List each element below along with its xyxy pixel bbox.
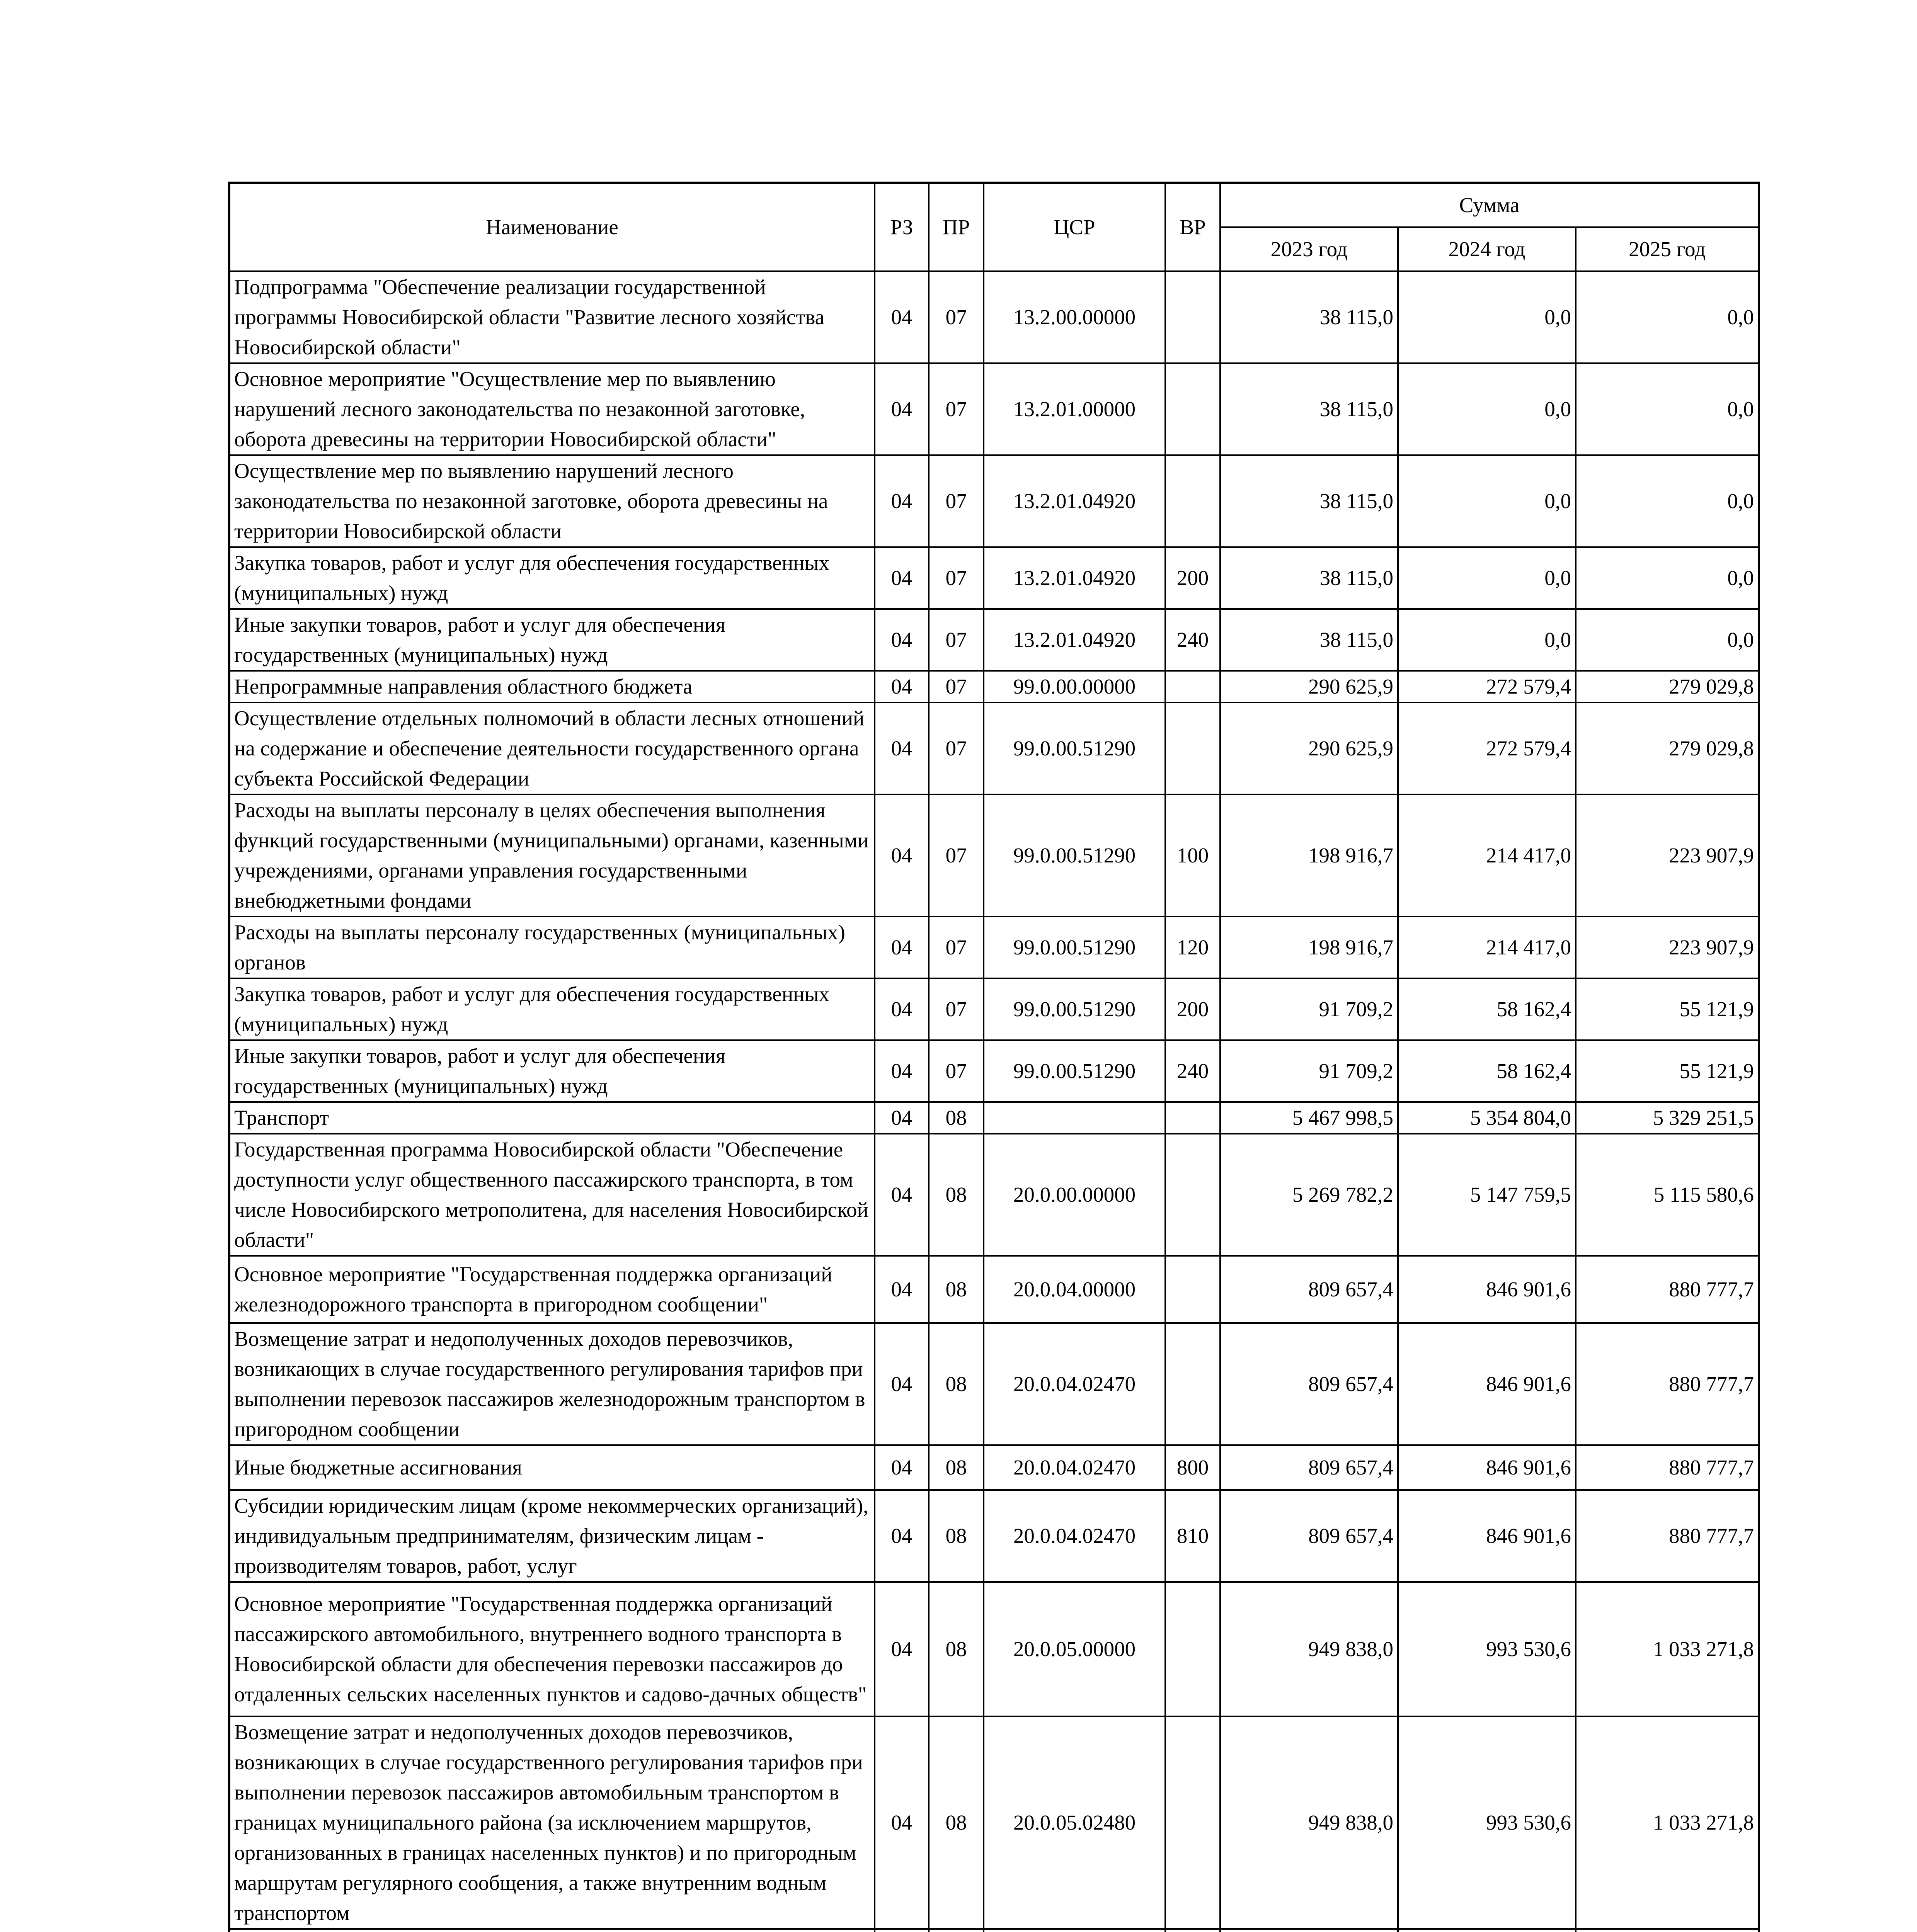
table-row: [229, 978, 1759, 1040]
table-row: [229, 1040, 1759, 1102]
cell-csr: 13.2.01.04920: [984, 455, 1165, 547]
cell-2025: 5 115 580,6: [1576, 1134, 1759, 1256]
cell-2023: 809 657,4: [1220, 1256, 1398, 1323]
cell-2023: 38 115,0: [1220, 455, 1398, 547]
cell-pr: [929, 1929, 984, 1932]
cell-vr: [1165, 1256, 1220, 1323]
cell-2023: 91 709,2: [1220, 1040, 1398, 1102]
cell-rz: 04: [875, 978, 929, 1040]
cell-2024: 0,0: [1398, 547, 1576, 609]
cell-csr: 20.0.00.00000: [984, 1134, 1165, 1256]
header-csr: ЦСР: [984, 183, 1165, 271]
cell-csr: 20.0.04.02470: [984, 1445, 1165, 1490]
cell-name: Основное мероприятие "Осуществление мер по выявлению нарушений лесного законодательства по незаконной заготовке, оборота древесины на территории Новосибирской области": [229, 363, 875, 455]
cell-2025: 223 907,9: [1576, 917, 1759, 978]
table-row: [229, 1716, 1759, 1929]
cell-pr: 07: [929, 271, 984, 363]
cell-2023: 91 709,2: [1220, 978, 1398, 1040]
table-row: [229, 547, 1759, 609]
cell-2023: 38 115,0: [1220, 609, 1398, 671]
cell-name: Расходы на выплаты персоналу в целях обеспечения выполнения функций государственными (муниципальными) органами, казенными учреждениями, органами управления государственными внебюджетными фондами: [229, 794, 875, 917]
cell-2025: 1 033 271,8: [1576, 1716, 1759, 1929]
cell-rz: 04: [875, 455, 929, 547]
cell-vr: 240: [1165, 609, 1220, 671]
cell-name: Транспорт: [229, 1102, 875, 1134]
cell-rz: 04: [875, 1256, 929, 1323]
cell-csr: 13.2.01.00000: [984, 363, 1165, 455]
cell-pr: 07: [929, 794, 984, 917]
cell-2024: 272 579,4: [1398, 702, 1576, 794]
cell-2025: 0,0: [1576, 271, 1759, 363]
cell-pr: 07: [929, 455, 984, 547]
cell-csr: 99.0.00.51290: [984, 978, 1165, 1040]
cell-2023: 5 269 782,2: [1220, 1134, 1398, 1256]
cell-2023: 38 115,0: [1220, 547, 1398, 609]
cell-csr: 99.0.00.00000: [984, 671, 1165, 702]
table-row: [229, 702, 1759, 794]
table-row: [229, 1490, 1759, 1582]
cell-rz: 04: [875, 917, 929, 978]
cell-pr: 08: [929, 1102, 984, 1134]
cell-vr: 100: [1165, 794, 1220, 917]
cell-2025: 223 907,9: [1576, 794, 1759, 917]
cell-csr: 99.0.00.51290: [984, 794, 1165, 917]
cell-name: Субсидии юридическим лицам (кроме некоммерческих организаций), индивидуальным предпринимателям, физическим лицам - производителям товаров, работ, услуг: [229, 1490, 875, 1582]
cell-2023: 290 625,9: [1220, 702, 1398, 794]
cell-2024: 214 417,0: [1398, 794, 1576, 917]
cell-vr: [1165, 271, 1220, 363]
table-row: [229, 609, 1759, 671]
cell-name: [229, 1929, 875, 1932]
cell-pr: 07: [929, 363, 984, 455]
cell-name: Закупка товаров, работ и услуг для обеспечения государственных (муниципальных) нужд: [229, 978, 875, 1040]
cell-rz: 04: [875, 1134, 929, 1256]
cell-csr: [984, 1102, 1165, 1134]
cell-name: Непрограммные направления областного бюджета: [229, 671, 875, 702]
cell-rz: 04: [875, 1582, 929, 1716]
cell-name: Государственная программа Новосибирской области "Обеспечение доступности услуг общественного пассажирского транспорта, в том числе Новосибирского метрополитена, для населения Новосибирской области": [229, 1134, 875, 1256]
table-row: [229, 363, 1759, 455]
cell-rz: 04: [875, 1445, 929, 1490]
table-row: [229, 455, 1759, 547]
cell-2025: 0,0: [1576, 455, 1759, 547]
cell-name: Иные бюджетные ассигнования: [229, 1445, 875, 1490]
cell-vr: 240: [1165, 1040, 1220, 1102]
cell-vr: 200: [1165, 547, 1220, 609]
table-row: [229, 1582, 1759, 1716]
cell-vr: [1165, 363, 1220, 455]
cell-2024: 58 162,4: [1398, 1040, 1576, 1102]
cell-pr: 07: [929, 917, 984, 978]
cell-vr: [1165, 1716, 1220, 1929]
cell-name: Основное мероприятие "Государственная поддержка организаций пассажирского автомобильного, внутреннего водного транспорта в Новосибирской области для обеспечения перевозки пассажиров до отдаленных сельских населенных пунктов и садово-дачных обществ": [229, 1582, 875, 1716]
table-row: [229, 1445, 1759, 1490]
cell-2024: 846 901,6: [1398, 1490, 1576, 1582]
cell-2025: 279 029,8: [1576, 702, 1759, 794]
table-row: [229, 917, 1759, 978]
cell-csr: 20.0.04.02470: [984, 1323, 1165, 1445]
table-row: [229, 671, 1759, 702]
header-2025: 2025 год: [1576, 227, 1759, 271]
cell-2024: 993 530,6: [1398, 1716, 1576, 1929]
header-pr: ПР: [929, 183, 984, 271]
cell-vr: [1165, 1929, 1220, 1932]
cell-2025: 0,0: [1576, 609, 1759, 671]
table-header: [229, 183, 1759, 271]
cell-2023: 198 916,7: [1220, 794, 1398, 917]
table-row: [229, 1134, 1759, 1256]
cell-pr: 08: [929, 1490, 984, 1582]
cell-vr: 200: [1165, 978, 1220, 1040]
cell-2023: 38 115,0: [1220, 363, 1398, 455]
cell-csr: 13.2.01.04920: [984, 609, 1165, 671]
cell-2025: 880 777,7: [1576, 1323, 1759, 1445]
cell-2023: 809 657,4: [1220, 1490, 1398, 1582]
table-row: [229, 794, 1759, 917]
cell-vr: 800: [1165, 1445, 1220, 1490]
header-2024: 2024 год: [1398, 227, 1576, 271]
table-row: [229, 1929, 1759, 1932]
cell-2024: 5 354 804,0: [1398, 1102, 1576, 1134]
cell-pr: 07: [929, 978, 984, 1040]
cell-2024: 846 901,6: [1398, 1445, 1576, 1490]
cell-name: Закупка товаров, работ и услуг для обеспечения государственных (муниципальных) нужд: [229, 547, 875, 609]
cell-name: Подпрограмма "Обеспечение реализации государственной программы Новосибирской области "Развитие лесного хозяйства Новосибирской области": [229, 271, 875, 363]
cell-rz: 04: [875, 1323, 929, 1445]
cell-2024: 272 579,4: [1398, 671, 1576, 702]
cell-name: Возмещение затрат и недополученных доходов перевозчиков, возникающих в случае государственного регулирования тарифов при выполнении перевозок пассажиров железнодорожным транспортом в пригородном сообщении: [229, 1323, 875, 1445]
table-body: [229, 271, 1759, 1932]
cell-name: Иные закупки товаров, работ и услуг для обеспечения государственных (муниципальных) нужд: [229, 609, 875, 671]
cell-csr: 99.0.00.51290: [984, 917, 1165, 978]
cell-2024: 0,0: [1398, 271, 1576, 363]
cell-csr: 99.0.00.51290: [984, 702, 1165, 794]
cell-pr: 08: [929, 1716, 984, 1929]
cell-pr: 07: [929, 702, 984, 794]
cell-vr: [1165, 1134, 1220, 1256]
cell-2023: 38 115,0: [1220, 271, 1398, 363]
cell-vr: [1165, 1102, 1220, 1134]
budget-table: [228, 182, 1760, 1932]
cell-vr: [1165, 702, 1220, 794]
cell-2025: 0,0: [1576, 547, 1759, 609]
header-name: Наименование: [229, 183, 875, 271]
cell-2025: 55 121,9: [1576, 978, 1759, 1040]
cell-vr: [1165, 1582, 1220, 1716]
cell-2025: 5 329 251,5: [1576, 1102, 1759, 1134]
cell-2025: [1576, 1929, 1759, 1932]
cell-csr: 20.0.05.00000: [984, 1582, 1165, 1716]
cell-vr: [1165, 671, 1220, 702]
cell-name: Основное мероприятие "Государственная поддержка организаций железнодорожного транспорта в пригородном сообщении": [229, 1256, 875, 1323]
cell-2023: 949 838,0: [1220, 1582, 1398, 1716]
cell-pr: 07: [929, 671, 984, 702]
cell-2023: 809 657,4: [1220, 1323, 1398, 1445]
cell-rz: 04: [875, 1716, 929, 1929]
cell-pr: 08: [929, 1582, 984, 1716]
cell-pr: 08: [929, 1134, 984, 1256]
cell-rz: 04: [875, 609, 929, 671]
cell-2024: 0,0: [1398, 455, 1576, 547]
cell-2025: 279 029,8: [1576, 671, 1759, 702]
cell-pr: 07: [929, 547, 984, 609]
cell-2024: [1398, 1929, 1576, 1932]
cell-pr: 07: [929, 609, 984, 671]
cell-2023: 949 838,0: [1220, 1716, 1398, 1929]
cell-2024: 58 162,4: [1398, 978, 1576, 1040]
cell-pr: 08: [929, 1445, 984, 1490]
cell-2023: 5 467 998,5: [1220, 1102, 1398, 1134]
cell-2024: 846 901,6: [1398, 1256, 1576, 1323]
header-rz: РЗ: [875, 183, 929, 271]
cell-vr: [1165, 1323, 1220, 1445]
cell-2024: 0,0: [1398, 363, 1576, 455]
cell-name: Возмещение затрат и недополученных доходов перевозчиков, возникающих в случае государственного регулирования тарифов при выполнении перевозок пассажиров автомобильным транспортом в границах муниципального района (за исключением маршрутов, организованных в границах населенных пунктов) и по пригородным маршрутам регулярного сообщения, а также внутренним водным транспортом: [229, 1716, 875, 1929]
cell-csr: 20.0.04.02470: [984, 1490, 1165, 1582]
cell-2023: 809 657,4: [1220, 1445, 1398, 1490]
cell-2025: 0,0: [1576, 363, 1759, 455]
cell-2023: 290 625,9: [1220, 671, 1398, 702]
cell-csr: 20.0.05.02480: [984, 1716, 1165, 1929]
cell-vr: 810: [1165, 1490, 1220, 1582]
cell-csr: [984, 1929, 1165, 1932]
cell-2025: 880 777,7: [1576, 1256, 1759, 1323]
cell-name: Иные закупки товаров, работ и услуг для обеспечения государственных (муниципальных) нужд: [229, 1040, 875, 1102]
cell-csr: 99.0.00.51290: [984, 1040, 1165, 1102]
cell-csr: 13.2.01.04920: [984, 547, 1165, 609]
table-row: [229, 271, 1759, 363]
cell-rz: 04: [875, 1490, 929, 1582]
cell-rz: 04: [875, 1040, 929, 1102]
table-row: [229, 1256, 1759, 1323]
cell-2024: 993 530,6: [1398, 1582, 1576, 1716]
cell-rz: 04: [875, 1102, 929, 1134]
cell-name: Расходы на выплаты персоналу государственных (муниципальных) органов: [229, 917, 875, 978]
header-2023: 2023 год: [1220, 227, 1398, 271]
cell-2024: 5 147 759,5: [1398, 1134, 1576, 1256]
cell-rz: 04: [875, 794, 929, 917]
table-row: [229, 1323, 1759, 1445]
cell-2023: 198 916,7: [1220, 917, 1398, 978]
header-sum: Сумма: [1220, 183, 1759, 227]
cell-2024: 0,0: [1398, 609, 1576, 671]
cell-vr: 120: [1165, 917, 1220, 978]
cell-csr: 13.2.00.00000: [984, 271, 1165, 363]
cell-2023: [1220, 1929, 1398, 1932]
header-vr: ВР: [1165, 183, 1220, 271]
cell-pr: 08: [929, 1256, 984, 1323]
table-row: [229, 1102, 1759, 1134]
cell-rz: [875, 1929, 929, 1932]
cell-name: Осуществление мер по выявлению нарушений лесного законодательства по незаконной заготовке, оборота древесины на территории Новосибирской области: [229, 455, 875, 547]
cell-name: Осуществление отдельных полномочий в области лесных отношений на содержание и обеспечение деятельности государственного органа субъекта Российской Федерации: [229, 702, 875, 794]
cell-2025: 880 777,7: [1576, 1490, 1759, 1582]
cell-2025: 880 777,7: [1576, 1445, 1759, 1490]
cell-rz: 04: [875, 671, 929, 702]
cell-rz: 04: [875, 363, 929, 455]
cell-2025: 1 033 271,8: [1576, 1582, 1759, 1716]
cell-2024: 846 901,6: [1398, 1323, 1576, 1445]
cell-pr: 08: [929, 1323, 984, 1445]
cell-2025: 55 121,9: [1576, 1040, 1759, 1102]
cell-rz: 04: [875, 702, 929, 794]
cell-csr: 20.0.04.00000: [984, 1256, 1165, 1323]
cell-rz: 04: [875, 547, 929, 609]
cell-rz: 04: [875, 271, 929, 363]
cell-2024: 214 417,0: [1398, 917, 1576, 978]
cell-pr: 07: [929, 1040, 984, 1102]
cell-vr: [1165, 455, 1220, 547]
